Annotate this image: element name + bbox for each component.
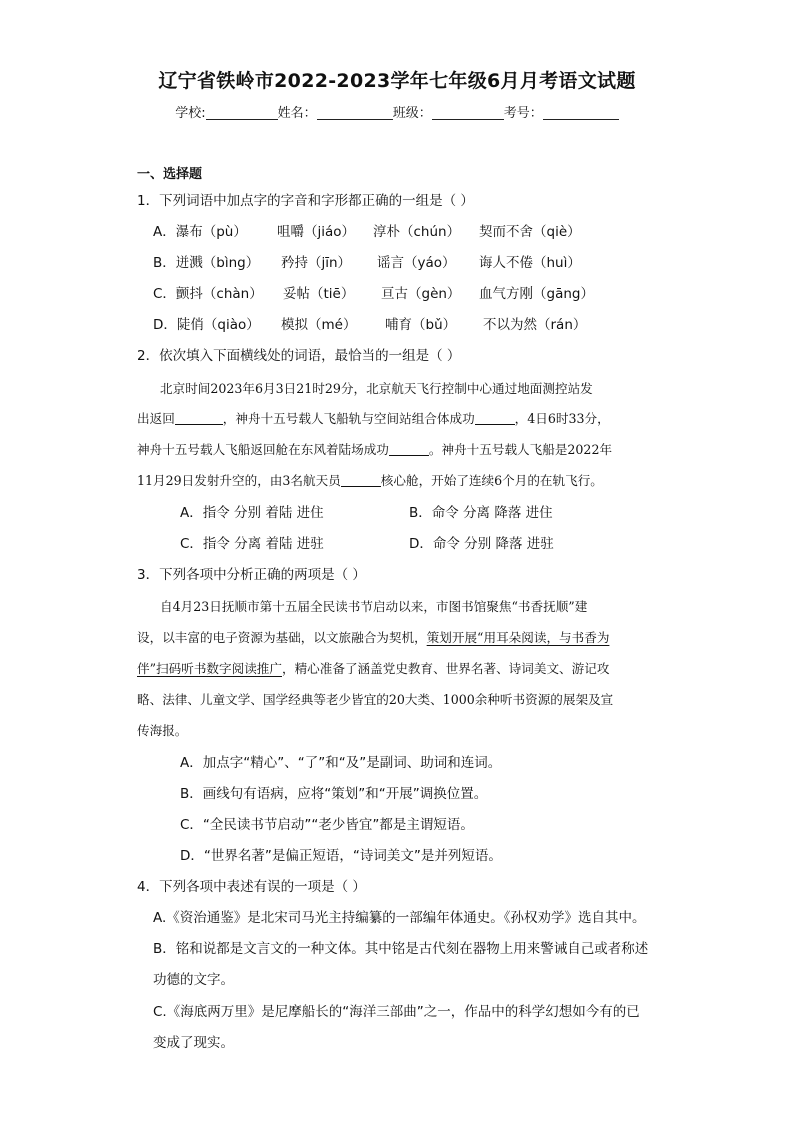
q3-passage-line: 自4月23日抚顺市第十五届全民读书节启动以来，市图书馆聚焦“书香抚顺”建 [160, 599, 588, 614]
q2-passage-line [137, 410, 610, 428]
school-blank[interactable] [206, 105, 278, 120]
section-heading: 一、选择题 [137, 167, 203, 182]
q2-passage-text: 。神舟十五号载人飞船是2022年 [428, 442, 613, 457]
number-blank[interactable] [543, 105, 619, 120]
q2-passage-text: 神舟十五号载人飞船返回舱在东风着陆场成功 [137, 442, 389, 457]
class-label: 班级： [392, 106, 432, 121]
q2-passage-text: ，4日6时33分， [514, 411, 610, 426]
q1-option-b[interactable] [153, 254, 581, 272]
q2-blank-2[interactable] [475, 411, 515, 425]
student-info-line [0, 102, 794, 121]
q2-passage-text: ，神舟十五号载人飞船轨与空间站组合体成功 [222, 411, 475, 426]
q2-option-a[interactable]: A．指令 分别 着陆 进住 [180, 505, 324, 521]
q3-underlined-sentence: 策划开展“用耳朵阅读，与书香为 [426, 630, 610, 645]
q3-passage-text: ，精心准备了涵盖党史教育、世界名著、诗词美文、游记攻 [281, 661, 610, 676]
q3-option-a[interactable]: A．加点字“精心”、“了”和“及”是副词、助词和连词。 [180, 755, 502, 771]
q4-option-c[interactable]: C.《海底两万里》是尼摩船长的“海洋三部曲”之一，作品中的科学幻想如今有的已 [153, 1004, 640, 1020]
q2-blank-3[interactable] [389, 442, 429, 456]
q1-c-word3: 亘古（gèn） [381, 286, 461, 302]
q2-option-b[interactable]: B．命令 分离 降落 进住 [409, 505, 553, 521]
q1-d-word2: 模拟（mé） [281, 317, 357, 333]
q1-stem: 1．下列词语中加点字的字音和字形都正确的一组是（ ） [137, 193, 474, 209]
q3-passage-line: 传海报。 [137, 723, 188, 738]
q2-option-c[interactable]: C．指令 分离 着陆 进驻 [180, 536, 324, 552]
q1-a-word2: 咀嚼（jiáo） [277, 224, 356, 240]
q3-passage-text: 设，以丰富的电子资源为基础，以文旅融合为契机， [137, 630, 427, 645]
q2-passage-line [137, 472, 603, 490]
q1-c-word1: C．颤抖（chàn） [153, 286, 263, 302]
q3-passage-line: 略、法律、儿童文学、国学经典等老少皆宜的20大类、1000余种听书资源的展架及宣 [137, 692, 614, 707]
q4-option-c-cont: 变成了现实。 [153, 1035, 234, 1051]
q1-a-word1: A．瀑布（pù） [153, 224, 247, 240]
q1-a-word3: 淳朴（chún） [373, 224, 461, 240]
name-label: 姓名： [277, 106, 317, 121]
q3-passage-line [137, 660, 609, 678]
q1-option-a[interactable] [153, 223, 581, 241]
q3-underlined-sentence: 伴”扫码听书数字阅读推广 [137, 661, 282, 676]
q2-blank-4[interactable] [341, 473, 381, 487]
q1-b-word4: 诲人不倦（huì） [479, 255, 581, 271]
q4-stem: 4．下列各项中表述有误的一项是（ ） [137, 879, 366, 895]
q2-passage-text: 出返回 [137, 411, 175, 426]
q3-option-b[interactable]: B．画线句有语病，应将“策划”和“开展”调换位置。 [180, 786, 488, 802]
q2-stem: 2．依次填入下面横线处的词语，最恰当的一组是（ ） [137, 348, 461, 364]
q4-option-b[interactable]: B．铭和说都是文言文的一种文体。其中铭是古代刻在器物上用来警诫自己或者称述 [153, 941, 649, 957]
q1-c-word2: 妥帖（tiē） [283, 286, 355, 302]
number-label: 考号： [503, 106, 543, 121]
q1-option-d[interactable] [153, 316, 586, 334]
q2-blank-1[interactable] [175, 411, 223, 425]
name-blank[interactable] [317, 105, 393, 120]
exam-title: 辽宁省铁岭市2022-2023学年七年级6月月考语文试题 [158, 70, 636, 92]
q2-option-d[interactable]: D．命令 分别 降落 进驻 [409, 536, 554, 552]
q2-passage-text: 11月29日发射升空的，由3名航天员 [137, 473, 341, 488]
class-blank[interactable] [432, 105, 504, 120]
q4-option-b-cont: 功德的文字。 [153, 972, 234, 988]
q1-c-word4: 血气方刚（gāng） [479, 286, 594, 302]
q4-option-a[interactable]: A.《资治通鉴》是北宋司马光主持编纂的一部编年体通史。《孙权劝学》选自其中。 [153, 910, 646, 926]
q1-d-word3: 哺育（bǔ） [385, 317, 457, 333]
q2-passage-line [137, 441, 612, 459]
q1-b-word1: B．迸溅（bìng） [153, 255, 260, 271]
q3-passage-line [137, 629, 609, 647]
q2-passage-line: 北京时间2023年6月3日21时29分，北京航天飞行控制中心通过地面测控站发 [160, 381, 593, 396]
q1-a-word4: 契而不舍（qiè） [479, 224, 581, 240]
q1-d-word4: 不以为然（rán） [483, 317, 587, 333]
q1-option-c[interactable] [153, 285, 594, 303]
q1-b-word3: 谣言（yáo） [377, 255, 456, 271]
school-label: 学校: [175, 106, 206, 121]
q2-passage-text: 核心舱，开始了连续6个月的在轨飞行。 [380, 473, 603, 488]
q3-option-c[interactable]: C．“全民读书节启动”“老少皆宜”都是主谓短语。 [180, 817, 474, 833]
q3-option-d[interactable]: D．“世界名著”是偏正短语，“诗词美文”是并列短语。 [180, 848, 502, 864]
q1-b-word2: 矜持（jīn） [281, 255, 352, 271]
q3-stem: 3．下列各项中分析正确的两项是（ ） [137, 567, 366, 583]
q1-d-word1: D．陡俏（qiào） [153, 317, 260, 333]
